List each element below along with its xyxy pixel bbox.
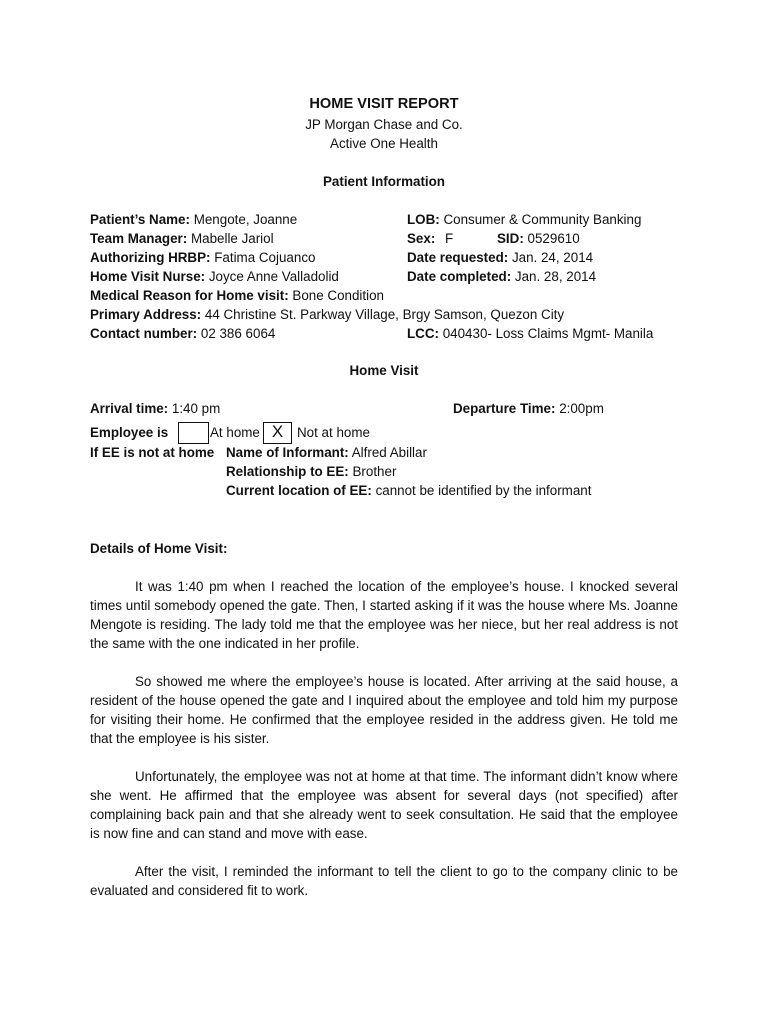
current-location-value: cannot be identified by the informant: [375, 483, 592, 498]
patient-info-heading: Patient Information: [322, 174, 445, 189]
hrbp-row: [90, 250, 315, 265]
date-completed-row: [407, 269, 596, 284]
date-requested-label: Date requested:: [407, 250, 509, 265]
lcc-value: 040430- Loss Claims Mgmt- Manila: [442, 326, 654, 341]
details-paragraph-4-text: After the visit, I reminded the informant to tell the client to go to the company clinic to be evaluated and considered fit to work.: [90, 864, 678, 898]
details-paragraph-2-text: So showed me where the employee’s house is located. After arriving at the said house, a resident of the house opened the gate and I inquired about the employee and told him my purpose for visiting their home. He confirmed that the employee resided in the address given. He told me that the employee is his sister.: [90, 674, 678, 746]
contact-number-row: [90, 326, 275, 341]
departure-label: Departure Time:: [453, 401, 556, 416]
informant-value: Alfred Abillar: [351, 445, 427, 460]
details-paragraph-1-text: It was 1:40 pm when I reached the location of the employee’s house. I knocked several times until somebody opened the gate. Then, I started asking if it was the house where Ms. Joanne Mengote is residing. The lady told me that the employee was her niece, but her real address is not the same with the one indicated in her profile.: [90, 579, 678, 651]
nurse-value: Joyce Anne Valladolid: [208, 269, 339, 284]
lob-label: LOB:: [407, 212, 440, 227]
primary-address-value: 44 Christine St. Parkway Village, Brgy Samson, Quezon City: [204, 307, 565, 322]
not-at-home-mark: X: [271, 422, 284, 441]
patient-name-row: [90, 212, 297, 227]
sex-row: [407, 231, 453, 246]
current-location-label: Current location of EE:: [226, 483, 372, 498]
date-completed-value: Jan. 28, 2014: [514, 269, 597, 284]
sid-label: SID:: [497, 231, 524, 246]
sid-value: 0529610: [527, 231, 580, 246]
date-requested-value: Jan. 24, 2014: [511, 250, 594, 265]
medical-reason-label: Medical Reason for Home visit:: [90, 288, 289, 303]
lob-row: [407, 212, 641, 227]
primary-address-row: [90, 307, 564, 322]
departure-row: [453, 401, 604, 416]
nurse-row: [90, 269, 339, 284]
relationship-row: [226, 464, 396, 479]
report-title: HOME VISIT REPORT: [309, 96, 459, 112]
patient-name-label: Patient’s Name:: [90, 212, 190, 227]
patient-name-value: Mengote, Joanne: [193, 212, 298, 227]
date-completed-label: Date completed:: [407, 269, 512, 284]
details-heading: Details of Home Visit:: [90, 541, 228, 556]
lcc-row: [407, 326, 653, 341]
at-home-checkbox[interactable]: [178, 422, 209, 444]
if-not-home-label: If EE is not at home: [90, 445, 215, 460]
sex-label: Sex:: [407, 231, 436, 246]
informant-label: Name of Informant:: [226, 445, 349, 460]
company-name: JP Morgan Chase and Co.: [305, 117, 463, 132]
details-paragraph-2: [90, 672, 678, 748]
departure-value: 2:00pm: [559, 401, 604, 416]
contact-number-label: Contact number:: [90, 326, 198, 341]
team-manager-row: [90, 231, 274, 246]
team-manager-value: Mabelle Jariol: [190, 231, 274, 246]
hrbp-label: Authorizing HRBP:: [90, 250, 211, 265]
relationship-value: Brother: [352, 464, 397, 479]
details-paragraph-1: [90, 577, 678, 653]
primary-address-label: Primary Address:: [90, 307, 202, 322]
details-paragraph-3: [90, 767, 678, 843]
date-requested-row: [407, 250, 593, 265]
nurse-label: Home Visit Nurse:: [90, 269, 206, 284]
not-at-home-checkbox[interactable]: [263, 422, 292, 444]
at-home-label: At home: [210, 425, 260, 440]
details-paragraph-3-text: Unfortunately, the employee was not at home at that time. The informant didn’t know where she went. He affirmed that the employee was absent for several days (not specified) after complaining back pain and that she already went to seek consultation. He said that the employee is now fine and can stand and move with ease.: [90, 769, 678, 841]
medical-reason-row: [90, 288, 384, 303]
program-name: Active One Health: [330, 136, 438, 151]
home-visit-heading: Home Visit: [349, 363, 419, 378]
relationship-label: Relationship to EE:: [226, 464, 349, 479]
arrival-value: 1:40 pm: [171, 401, 221, 416]
details-paragraph-4: [90, 862, 678, 900]
current-location-row: [226, 483, 591, 498]
contact-number-value: 02 386 6064: [200, 326, 276, 341]
informant-row: [226, 445, 427, 460]
lcc-label: LCC:: [407, 326, 439, 341]
not-at-home-label: Not at home: [297, 425, 370, 440]
arrival-label: Arrival time:: [90, 401, 169, 416]
employee-is-label: Employee is: [90, 425, 169, 440]
team-manager-label: Team Manager:: [90, 231, 188, 246]
arrival-row: [90, 401, 220, 416]
medical-reason-value: Bone Condition: [292, 288, 384, 303]
lob-value: Consumer & Community Banking: [443, 212, 642, 227]
sid-row: [497, 231, 580, 246]
sex-value: F: [445, 231, 454, 246]
hrbp-value: Fatima Cojuanco: [214, 250, 316, 265]
